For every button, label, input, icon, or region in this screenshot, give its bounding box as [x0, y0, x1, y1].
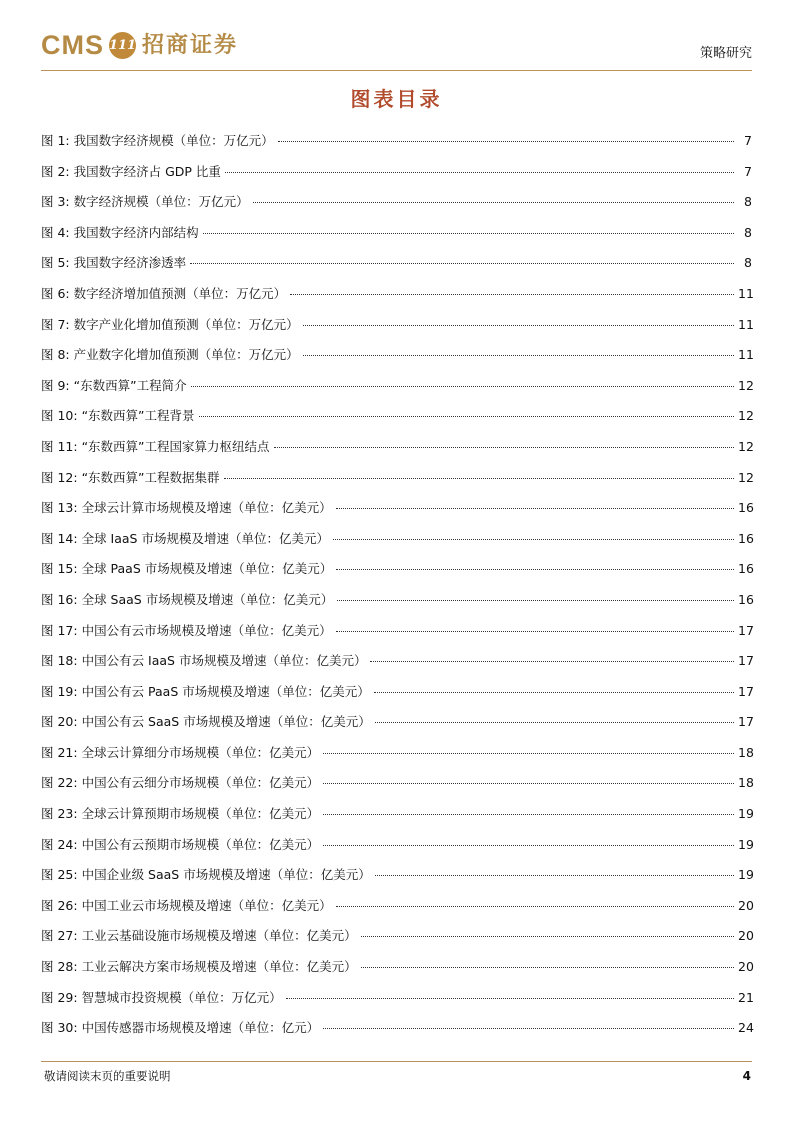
toc-entry-page: 16 [738, 591, 754, 607]
toc-title: 图表目录 [350, 87, 443, 111]
toc-leader-dots [323, 814, 734, 815]
toc-entry[interactable] [41, 131, 752, 162]
toc-leader-dots [336, 631, 734, 632]
toc-entry-page: 7 [744, 163, 752, 179]
toc-entry-label: 图 12: “东数西算”工程数据集群 [41, 469, 220, 485]
toc-entry[interactable] [41, 621, 752, 652]
toc-entry-label: 图 7: 数字产业化增加值预测（单位：万亿元） [41, 316, 299, 332]
toc-entry-page: 11 [738, 316, 754, 332]
toc-entry[interactable] [41, 835, 752, 866]
toc-entry-label: 图 1: 我国数字经济规模（单位：万亿元） [41, 133, 274, 148]
toc-entry[interactable] [41, 468, 752, 499]
toc-entry-label: 图 8: 产业数字化增加值预测（单位：万亿元） [41, 347, 299, 363]
toc-leader-dots [323, 783, 734, 784]
toc-entry-page: 17 [738, 714, 754, 730]
toc-entry-label: 图 26: 中国工业云市场规模及增速（单位：亿美元） [41, 897, 332, 913]
toc-entry-page: 16 [738, 500, 754, 516]
toc-entry[interactable] [41, 253, 752, 284]
toc-entry-label: 图 24: 中国公有云预期市场规模（单位：亿美元） [41, 836, 320, 852]
logo-seal-icon: 111 [109, 32, 136, 59]
toc-entry[interactable] [41, 376, 752, 407]
toc-entry[interactable] [41, 284, 752, 315]
logo-company-name: 招商证券 [142, 32, 239, 58]
toc-leader-dots [225, 172, 734, 173]
toc-entry-page: 11 [738, 347, 754, 363]
toc-entry-label: 图 10: “东数西算”工程背景 [41, 408, 195, 424]
toc-entry-label: 图 6: 数字经济增加值预测（单位：万亿元） [41, 285, 287, 301]
toc-leader-dots [336, 508, 734, 509]
toc-entry-page: 20 [738, 897, 754, 913]
toc-leader-dots [323, 1028, 734, 1029]
toc-leader-dots [191, 386, 734, 387]
cms-logo [41, 28, 238, 62]
toc-entry-page: 8 [744, 255, 752, 271]
toc-entry-page: 18 [738, 744, 754, 760]
toc-entry[interactable] [41, 529, 752, 560]
page-header [41, 24, 752, 74]
toc-entry-label: 图 3: 数字经济规模（单位：万亿元） [41, 194, 249, 210]
toc-entry[interactable] [41, 223, 752, 254]
toc-entry-page: 24 [738, 1020, 754, 1036]
toc-entry-label: 图 19: 中国公有云 PaaS 市场规模及增速（单位：亿美元） [41, 683, 370, 699]
toc-entry-page: 17 [738, 683, 754, 699]
toc-leader-dots [336, 906, 734, 907]
toc-leader-dots [278, 141, 734, 142]
toc-entry-page: 8 [744, 194, 752, 210]
toc-entry-label: 图 17: 中国公有云市场规模及增速（单位：亿美元） [41, 622, 332, 638]
toc-leader-dots [375, 875, 734, 876]
toc-entry-label: 图 5: 我国数字经济渗透率 [41, 255, 187, 271]
toc-entry-label: 图 29: 智慧城市投资规模（单位：万亿元） [41, 989, 282, 1005]
toc-entry-page: 12 [738, 408, 754, 424]
toc-entry-label: 图 9: “东数西算”工程简介 [41, 377, 187, 393]
toc-entry[interactable] [41, 437, 752, 468]
toc-entry-page: 11 [738, 285, 754, 301]
page-number: 4 [742, 1069, 751, 1083]
toc-entry[interactable] [41, 804, 752, 835]
logo-cms-text: CMS [41, 30, 104, 60]
toc-entry-page: 19 [738, 836, 754, 852]
toc-leader-dots [337, 600, 734, 601]
toc-leader-dots [224, 478, 734, 479]
toc-entry-page: 12 [738, 438, 754, 454]
toc-leader-dots [370, 661, 734, 662]
toc-entry-label: 图 23: 全球云计算预期市场规模（单位：亿美元） [41, 806, 320, 822]
toc-entry[interactable] [41, 957, 752, 988]
toc-entry-label: 图 27: 工业云基础设施市场规模及增速（单位：亿美元） [41, 928, 357, 944]
toc-leader-dots [290, 294, 734, 295]
toc-entry-page: 12 [738, 377, 754, 393]
toc-entry-label: 图 13: 全球云计算市场规模及增速（单位：亿美元） [41, 500, 332, 516]
toc-entry-label: 图 11: “东数西算”工程国家算力枢纽结点 [41, 438, 270, 454]
toc-entry-label: 图 21: 全球云计算细分市场规模（单位：亿美元） [41, 744, 320, 760]
toc-leader-dots [253, 202, 734, 203]
toc-entry-page: 16 [738, 530, 754, 546]
section-label: 策略研究 [699, 46, 752, 61]
toc-entry-label: 图 25: 中国企业级 SaaS 市场规模及增速（单位：亿美元） [41, 867, 371, 883]
toc-entry[interactable] [41, 406, 752, 437]
toc-leader-dots [336, 569, 734, 570]
header-divider [41, 70, 752, 71]
toc-entry-page: 18 [738, 775, 754, 791]
toc-entry-page: 21 [738, 989, 754, 1005]
toc-leader-dots [203, 233, 734, 234]
toc-leader-dots [199, 416, 734, 417]
toc-entry[interactable] [41, 682, 752, 713]
toc-entry-page: 12 [738, 469, 754, 485]
toc-leader-dots [375, 722, 734, 723]
toc-entry[interactable] [41, 162, 752, 193]
toc-entry[interactable] [41, 773, 752, 804]
toc-leader-dots [323, 753, 734, 754]
toc-entry[interactable] [41, 498, 752, 529]
toc-entry[interactable] [41, 743, 752, 774]
toc-entry-label: 图 16: 全球 SaaS 市场规模及增速（单位：亿美元） [41, 591, 334, 607]
toc-entry-page: 8 [744, 224, 752, 240]
toc-entry-label: 图 18: 中国公有云 IaaS 市场规模及增速（单位：亿美元） [41, 653, 367, 669]
footer-divider [41, 1061, 752, 1062]
toc-entry[interactable] [41, 345, 752, 376]
toc-entry[interactable] [41, 712, 752, 743]
toc-leader-dots [361, 936, 734, 937]
toc-entry[interactable] [41, 926, 752, 957]
toc-entry-page: 7 [744, 133, 752, 148]
toc-leader-dots [286, 998, 734, 999]
toc-leader-dots [361, 967, 734, 968]
toc-entry-page: 19 [738, 806, 754, 822]
toc-list [41, 131, 752, 1049]
toc-leader-dots [274, 447, 734, 448]
toc-leader-dots [303, 325, 734, 326]
toc-entry-page: 19 [738, 867, 754, 883]
toc-entry[interactable] [41, 651, 752, 682]
toc-entry-label: 图 4: 我国数字经济内部结构 [41, 224, 199, 240]
toc-entry-label: 图 15: 全球 PaaS 市场规模及增速（单位：亿美元） [41, 561, 333, 577]
toc-entry-page: 20 [738, 959, 754, 975]
toc-entry-label: 图 20: 中国公有云 SaaS 市场规模及增速（单位：亿美元） [41, 714, 371, 730]
toc-entry[interactable] [41, 192, 752, 223]
toc-entry-page: 17 [738, 653, 754, 669]
toc-entry-label: 图 2: 我国数字经济占 GDP 比重 [41, 163, 221, 179]
toc-entry-label: 图 30: 中国传感器市场规模及增速（单位：亿元） [41, 1020, 320, 1036]
toc-entry-label: 图 22: 中国公有云细分市场规模（单位：亿美元） [41, 775, 320, 791]
toc-entry-label: 图 14: 全球 IaaS 市场规模及增速（单位：亿美元） [41, 530, 329, 546]
toc-leader-dots [323, 845, 734, 846]
toc-entry[interactable] [41, 865, 752, 896]
toc-leader-dots [333, 539, 734, 540]
toc-entry-page: 17 [738, 622, 754, 638]
toc-entry[interactable] [41, 315, 752, 346]
toc-leader-dots [374, 692, 734, 693]
toc-entry[interactable] [41, 988, 752, 1019]
toc-leader-dots [190, 263, 734, 264]
toc-entry[interactable] [41, 896, 752, 927]
toc-entry[interactable] [41, 1018, 752, 1049]
toc-entry-page: 16 [738, 561, 754, 577]
toc-entry[interactable] [41, 590, 752, 621]
toc-entry-label: 图 28: 工业云解决方案市场规模及增速（单位：亿美元） [41, 959, 357, 975]
footer-disclaimer: 敬请阅读末页的重要说明 [44, 1069, 171, 1083]
toc-entry[interactable] [41, 559, 752, 590]
toc-leader-dots [303, 355, 734, 356]
toc-entry-page: 20 [738, 928, 754, 944]
